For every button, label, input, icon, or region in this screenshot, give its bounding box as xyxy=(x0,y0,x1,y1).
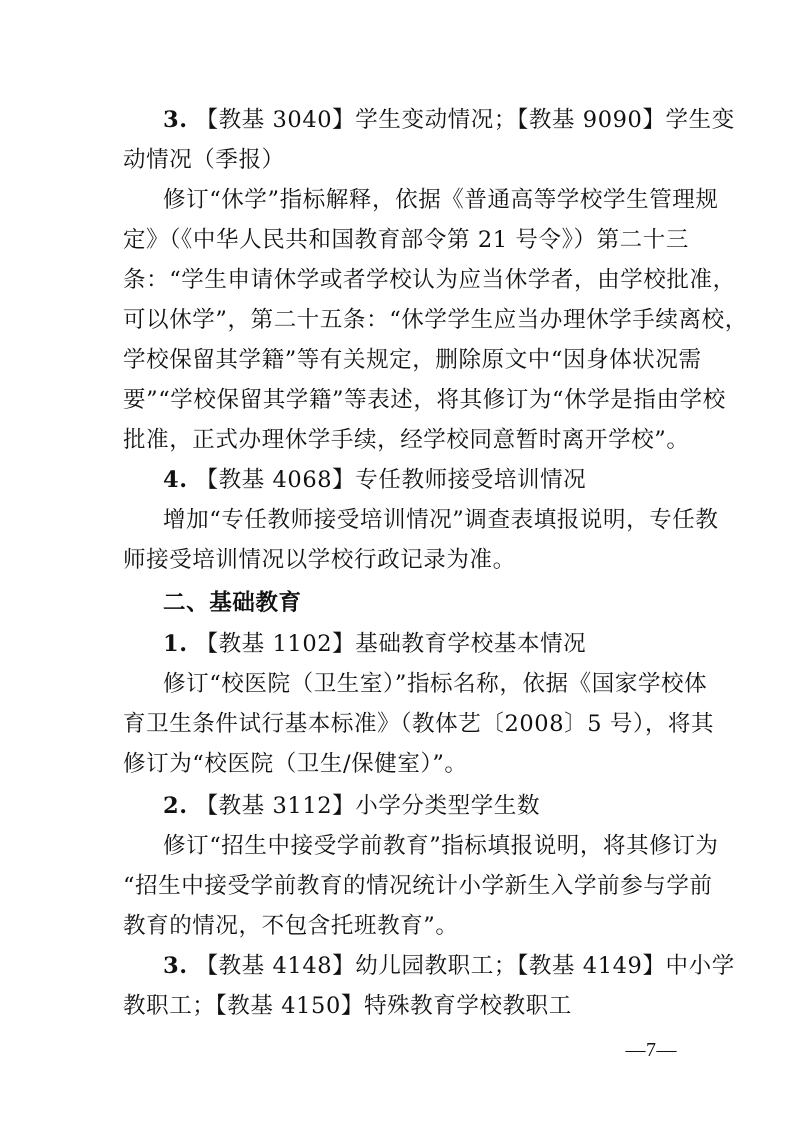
paragraph-line: 学校保留其学籍”等有关规定，删除原文中“因身体状况需 xyxy=(123,347,702,373)
section-heading: 二、基础教育 xyxy=(163,590,302,616)
paragraph-line: 修订“招生中接受学前教育”指标填报说明，将其修订为 xyxy=(163,833,719,859)
paragraph-line: 条：“学生申请休学或者学校认为应当休学者，由学校批准， xyxy=(123,267,736,293)
paragraph-line: 动情况（季报） xyxy=(123,147,285,173)
paragraph-line: 可以休学”，第二十五条：“休学学生应当办理休学手续离校， xyxy=(123,307,748,333)
line-text: 【教基 4068】专任教师接受培训情况 xyxy=(195,467,587,493)
paragraph-line xyxy=(163,786,683,826)
paragraph-line: 修订“校医院（卫生室）”指标名称，依据《国家学校体 xyxy=(163,671,708,697)
line-text: 【教基 3040】学生变动情况；【教基 9090】学生变 xyxy=(195,107,735,133)
page-number: —7— xyxy=(625,1039,677,1061)
item-number: 3. xyxy=(163,953,188,979)
paragraph-line: 修订为“校医院（卫生/保健室）”。 xyxy=(123,751,468,777)
item-number: 3. xyxy=(163,107,188,133)
paragraph-line xyxy=(163,624,683,664)
paragraph-line: 师接受培训情况以学校行政记录为准。 xyxy=(123,547,516,573)
line-text: 【教基 4148】幼儿园教职工；【教基 4149】中小学 xyxy=(195,953,735,979)
paragraph-line xyxy=(163,100,735,140)
paragraph-line xyxy=(163,460,683,500)
paragraph-line: 教育的情况，不包含托班教育”。 xyxy=(123,913,459,939)
paragraph-line: 教职工；【教基 4150】特殊教育学校教职工 xyxy=(123,993,572,1019)
line-text: 【教基 1102】基础教育学校基本情况 xyxy=(195,631,587,657)
paragraph-line: 增加“专任教师接受培训情况”调查表填报说明，专任教 xyxy=(163,507,719,533)
paragraph-line: 要”“学校保留其学籍”等表述，将其修订为“休学是指由学校 xyxy=(123,387,726,413)
paragraph-line: 批准，正式办理休学手续，经学校同意暂时离开学校”。 xyxy=(123,427,690,453)
item-number: 2. xyxy=(163,793,188,819)
paragraph-line: “招生中接受学前教育的情况统计小学新生入学前参与学前 xyxy=(123,873,713,899)
line-text: 【教基 3112】小学分类型学生数 xyxy=(195,793,541,819)
item-number: 4. xyxy=(163,467,188,493)
paragraph-line: 修订“休学”指标解释，依据《普通高等学校学生管理规 xyxy=(163,187,719,213)
paragraph-line: 定》（《中华人民共和国教育部令第 21 号令》）第二十三 xyxy=(123,227,689,253)
item-number: 1. xyxy=(163,631,188,657)
paragraph-line xyxy=(163,946,735,986)
paragraph-line: 育卫生条件试行基本标准》（教体艺〔2008〕5 号），将其 xyxy=(123,711,715,737)
